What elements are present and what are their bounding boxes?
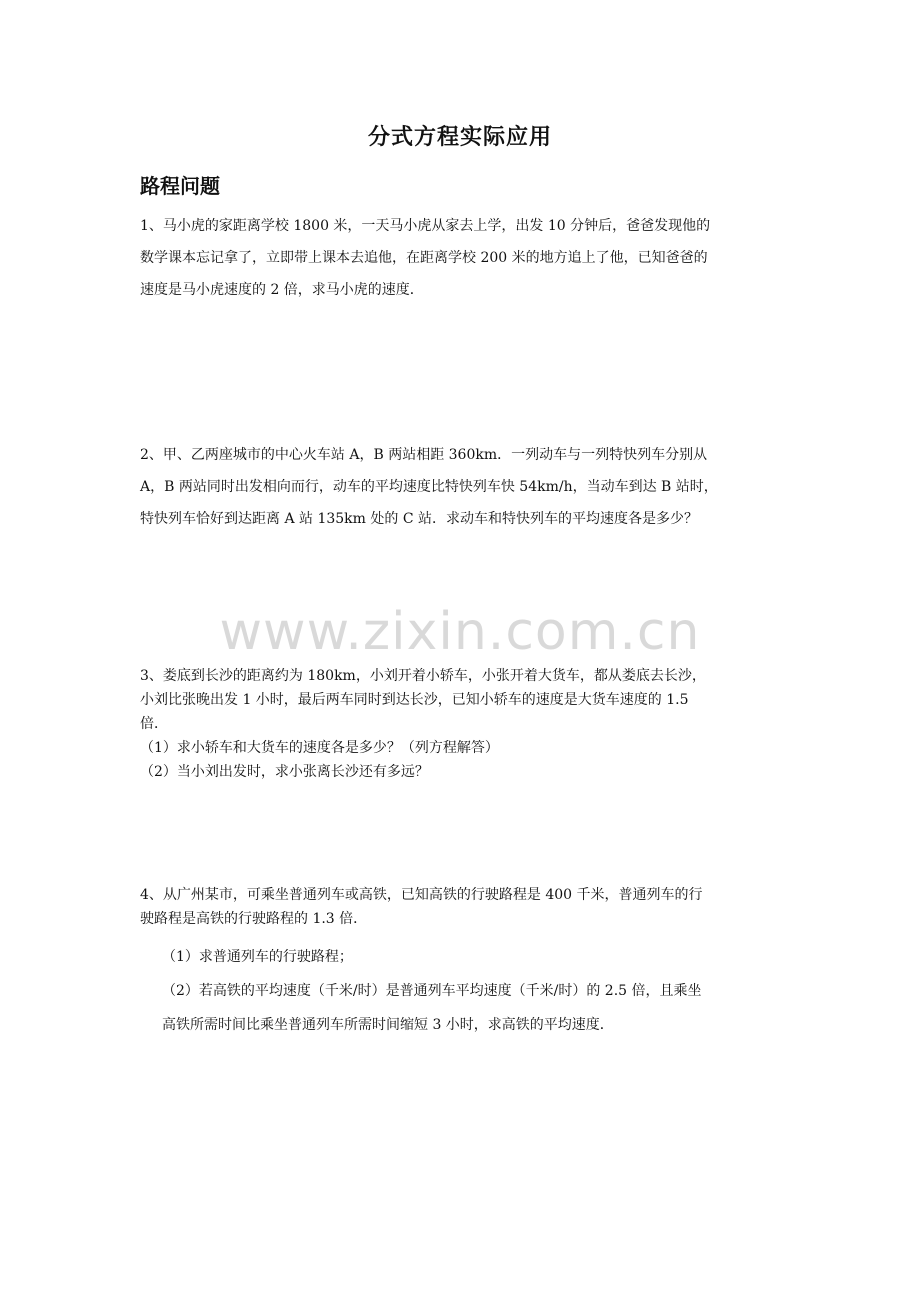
problem-3 bbox=[140, 665, 782, 785]
problem-2 bbox=[140, 443, 782, 539]
problem-4-line-1: 4、从广州某市，可乘坐普通列车或高铁，已知高铁的行驶路程是 400 千米，普通列车的行 bbox=[140, 887, 703, 903]
problem-2-line-1: 2、甲、乙两座城市的中心火车站 A，B 两站相距 360km．一列动车与一列特快列车分别从 bbox=[140, 447, 708, 463]
problem-4-question-1: （1）求普通列车的行驶路程； bbox=[162, 949, 353, 965]
problem-4-question-2: （2）若高铁的平均速度（千米/时）是普通列车平均速度（千米/时）的 2.5 倍，且乘坐 bbox=[162, 983, 702, 999]
page-title: 分式方程实际应用 bbox=[367, 125, 552, 150]
problem-3-line-3: 倍． bbox=[140, 716, 168, 732]
problem-2-line-3: 特快列车恰好到达距离 A 站 135km 处的 C 站．求动车和特快列车的平均速度各是多少？ bbox=[140, 511, 699, 527]
problem-4 bbox=[140, 884, 782, 1044]
section-heading: 路程问题 bbox=[140, 174, 220, 198]
watermark: www.zixin.com.cn bbox=[219, 602, 701, 662]
problem-1 bbox=[140, 214, 782, 310]
problem-3-question-2: （2）当小刘出发时，求小张离长沙还有多远？ bbox=[140, 764, 429, 780]
problem-1-line-3: 速度是马小虎速度的 2 倍，求马小虎的速度． bbox=[140, 282, 424, 298]
problem-4-question-2-cont: 高铁所需时间比乘坐普通列车所需时间缩短 3 小时，求高铁的平均速度． bbox=[162, 1017, 614, 1033]
problem-1-line-2: 数学课本忘记拿了，立即带上课本去追他，在距离学校 200 米的地方追上了他，已知爸爸的 bbox=[140, 250, 708, 266]
problem-2-line-2: A，B 两站同时出发相向而行，动车的平均速度比特快列车快 54km/h，当动车到达 B 站时， bbox=[140, 479, 718, 495]
problem-4-line-2: 驶路程是高铁的行驶路程的 1.3 倍． bbox=[140, 911, 368, 927]
problem-3-question-1: （1）求小轿车和大货车的速度各是多少？（列方程解答） bbox=[140, 740, 499, 756]
problem-1-line-1: 1、马小虎的家距离学校 1800 米，一天马小虎从家去上学，出发 10 分钟后，爸爸发现他的 bbox=[140, 218, 711, 234]
problem-3-line-1: 3、娄底到长沙的距离约为 180km，小刘开着小轿车，小张开着大货车，都从娄底去长沙， bbox=[140, 668, 706, 684]
problem-3-line-2: 小刘比张晚出发 1 小时，最后两车同时到达长沙，已知小轿车的速度是大货车速度的 1.5 bbox=[140, 692, 689, 708]
